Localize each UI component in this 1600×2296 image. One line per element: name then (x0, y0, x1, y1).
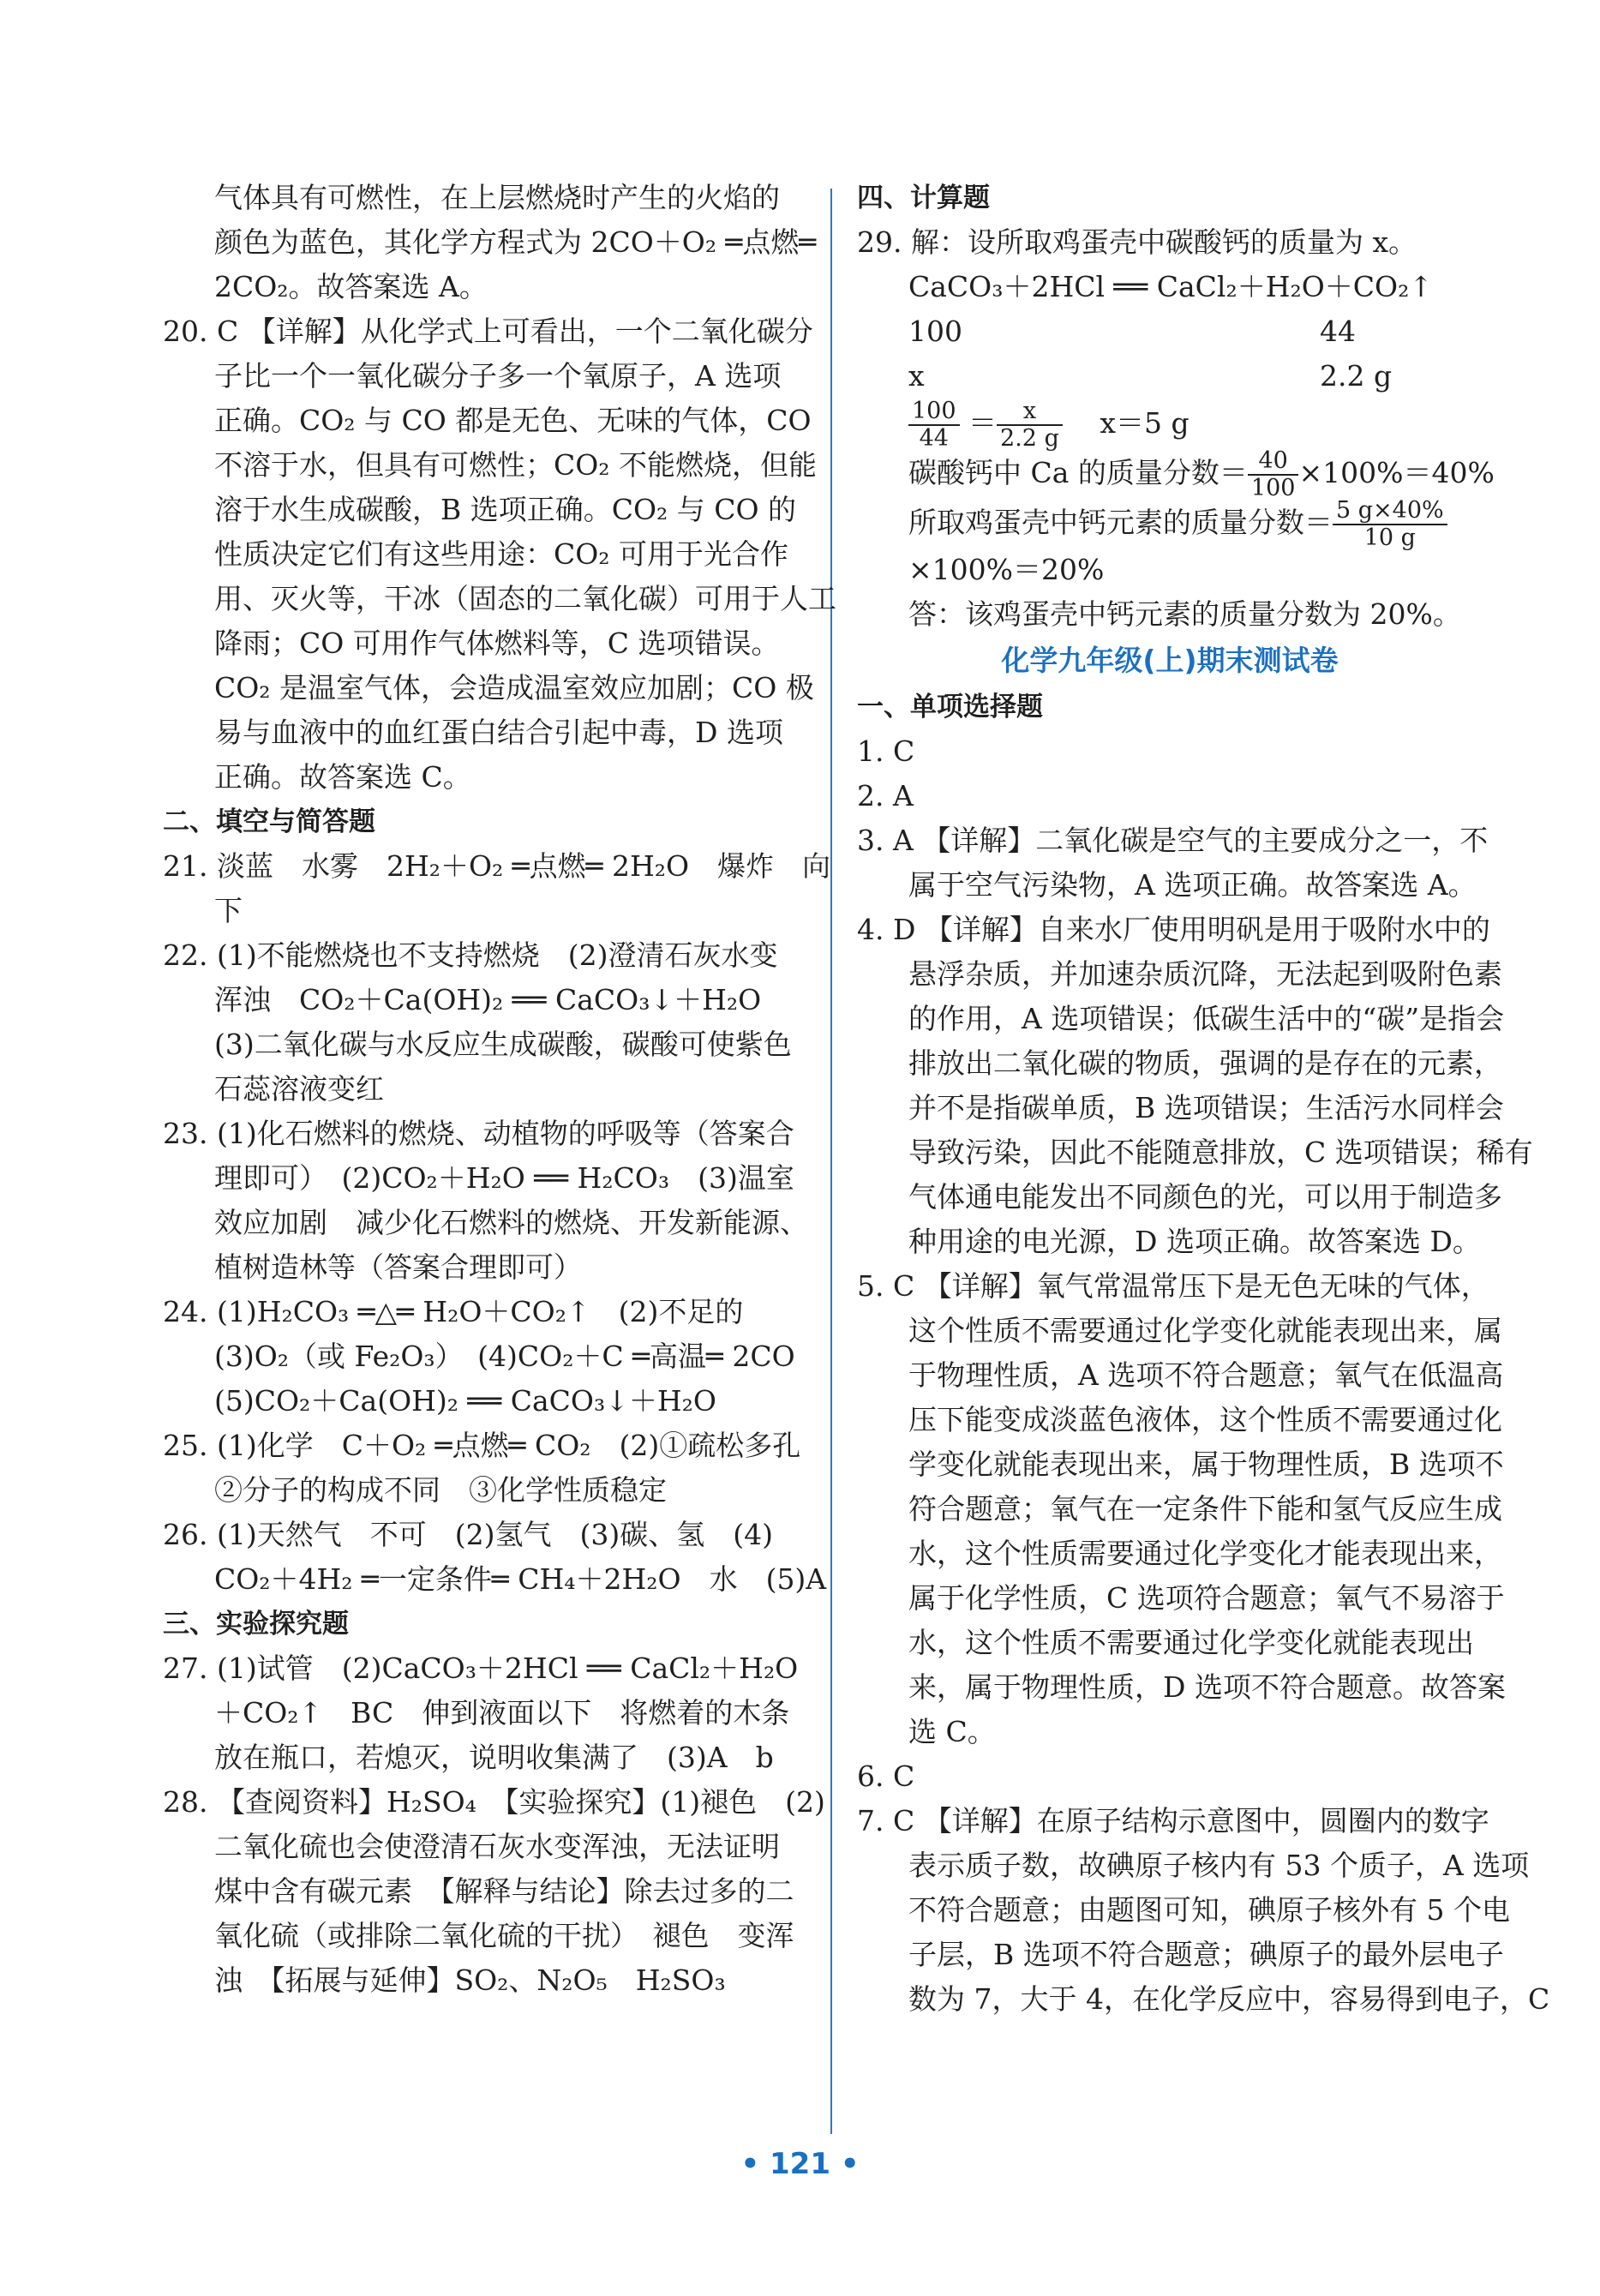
text-line: 来，属于物理性质，D 选项不符合题意。故答案 (908, 1670, 1506, 1704)
text-line: 不溶于水，但具有可燃性；CO₂ 不能燃烧，但能 (214, 448, 818, 482)
text-line: 数为 7，大于 4，在化学反应中，容易得到电子，C (908, 1982, 1550, 2016)
right-column (857, 176, 1550, 2022)
section-heading-experiment: 三、实验探究题 (163, 1609, 349, 1640)
text-line: 气体通电能发出不同颜色的光，可以用于制造多 (908, 1180, 1502, 1214)
text-line: 悬浮杂质，并加速杂质沉降，无法起到吸附色素 (908, 957, 1502, 991)
text-line: 的作用，A 选项错误；低碳生活中的“碳”是指会 (908, 1002, 1505, 1035)
answer-24: 24. (1)H₂CO₃ ═△═ H₂O＋CO₂↑ (2)不足的 (163, 1295, 744, 1328)
ratio-value: x (908, 359, 925, 393)
text-line: 2CO₂。故答案选 A。 (214, 270, 488, 303)
numerator: x (997, 399, 1063, 426)
ratio-value: 100 (908, 315, 962, 348)
text-line: 正确。CO₂ 与 CO 都是无色、无味的气体，CO (214, 404, 812, 437)
numerator: 5 g×40% (1333, 498, 1447, 525)
text-line: 煤中含有碳元素 【解释与结论】除去过多的二 (214, 1874, 794, 1908)
text-line: 氧化硫（或排除二氧化硫的干扰） 褪色 变浑 (214, 1919, 794, 1952)
denominator: 10 g (1363, 525, 1416, 551)
text-line: 放在瓶口，若熄灭，说明收集满了 (3)A b (214, 1741, 774, 1774)
answer-20: 20. C 【详解】从化学式上可看出，一个二氧化碳分 (163, 315, 813, 348)
label: 所取鸡蛋壳中钙元素的质量分数＝ (908, 506, 1333, 539)
section-heading-calculation: 四、计算题 (857, 183, 990, 213)
text-line: 表示质子数，故碘原子核内有 53 个质子，A 选项 (908, 1849, 1530, 1882)
answer-22: 22. (1)不能燃烧也不支持燃烧 (2)澄清石灰水变 (163, 938, 778, 972)
text-line: 植树造林等（答案合理即可） (214, 1250, 582, 1284)
text-line: 导致污染，因此不能随意排放，C 选项错误；稀有 (908, 1136, 1533, 1169)
answer-25: 25. (1)化学 C＋O₂ ═点燃═ CO₂ (2)①疏松多孔 (163, 1429, 801, 1462)
fraction (1248, 448, 1299, 501)
eggshell-ca-fraction (857, 497, 1483, 551)
text-line: 属于化学性质，C 选项符合题意；氧气不易溶于 (908, 1581, 1505, 1615)
text-line: 浊 【拓展与延伸】SO₂、N₂O₅ H₂SO₃ (214, 1963, 726, 1997)
text-line: 下 (214, 894, 243, 927)
ca-mass-fraction (857, 447, 1495, 501)
text-line: 理即可） (2)CO₂＋H₂O ══ H₂CO₃ (3)温室 (214, 1161, 794, 1195)
text-line: 不符合题意；由题图可知，碘原子核外有 5 个电 (908, 1893, 1510, 1927)
ratio-row (857, 309, 1483, 354)
text-line: ×100%＝20% (908, 553, 1105, 586)
page-number: • 121 • (740, 2147, 860, 2181)
text-line: 易与血液中的血红蛋白结合引起中毒，D 选项 (214, 716, 783, 749)
text-line: 于物理性质，A 选项不符合题意；氧气在低温高 (908, 1358, 1504, 1392)
text-line: 排放出二氧化碳的物质，强调的是存在的元素， (908, 1046, 1502, 1080)
text-line: 气体具有可燃性，在上层燃烧时产生的火焰的 (214, 181, 780, 214)
denominator: 100 (1250, 475, 1296, 501)
column-divider (830, 189, 832, 2134)
section-heading-single-choice: 一、单项选择题 (857, 692, 1043, 722)
text-line: 性质决定它们有这些用途：CO₂ 可用于光合作 (214, 537, 789, 571)
answer-4: 4. D 【详解】自来水厂使用明矾是用于吸附水中的 (857, 913, 1490, 946)
text-line: 二氧化硫也会使澄清石灰水变浑浊，无法证明 (214, 1830, 780, 1863)
text-line: ②分子的构成不同 ③化学性质稳定 (214, 1473, 667, 1507)
text-line: 子比一个一氧化碳分子多一个氧原子，A 选项 (214, 359, 782, 393)
text-line: 学变化就能表现出来，属于物理性质，B 选项不 (908, 1448, 1504, 1481)
text-line: 压下能变成淡蓝色液体，这个性质不需要通过化 (908, 1403, 1502, 1436)
label: 碳酸钙中 Ca 的质量分数＝ (908, 456, 1248, 489)
answer-1: 1. C (857, 734, 915, 768)
chemical-equation: CaCO₃＋2HCl ══ CaCl₂＋H₂O＋CO₂↑ (908, 270, 1433, 303)
text-line: 这个性质不需要通过化学变化就能表现出来，属 (908, 1314, 1502, 1347)
proportion-equation: $\frac{100}{44}$ ＝ $\frac{x}{2.2 g}$ x＝5 g (857, 399, 1483, 448)
text-line: 水，这个性质不需要通过化学变化就能表现出 (908, 1626, 1474, 1659)
answer-23: 23. (1)化石燃料的燃烧、动植物的呼吸等（答案合 (163, 1117, 794, 1150)
denominator: 2.2 g (1000, 425, 1059, 452)
fraction (1333, 498, 1447, 551)
exam-title: 化学九年级(上)期末测试卷 (1001, 644, 1339, 677)
text-line: 正确。故答案选 C。 (214, 760, 471, 794)
text-line: 浑浊 CO₂＋Ca(OH)₂ ══ CaCO₃↓＋H₂O (214, 983, 762, 1016)
fraction (997, 399, 1063, 452)
text-line: CO₂ 是温室气体，会造成温室效应加剧；CO 极 (214, 671, 814, 704)
text-line: 子层，B 选项不符合题意；碘原子的最外层电子 (908, 1938, 1504, 1971)
text-line: 符合题意；氧气在一定条件下能和氢气反应生成 (908, 1492, 1502, 1526)
ratio-value: 2.2 g (1320, 359, 1393, 393)
text-line: CO₂＋4H₂ ═一定条件═ CH₄＋2H₂O 水 (5)A (214, 1562, 827, 1596)
answer-21: 21. 淡蓝 水雾 2H₂＋O₂ ═点燃═ 2H₂O 爆炸 向 (163, 849, 831, 883)
text-line: 颜色为蓝色，其化学方程式为 2CO＋O₂ ═点燃═ (214, 225, 817, 259)
denominator: 44 (919, 425, 949, 452)
left-column (163, 176, 836, 2003)
text-line: 效应加剧 减少化石燃料的燃烧、开发新能源、 (214, 1206, 808, 1239)
text-line: 种用途的电光源，D 选项正确。故答案选 D。 (908, 1225, 1481, 1258)
answer-5: 5. C 【详解】氧气常温常压下是无色无味的气体， (857, 1269, 1489, 1303)
section-heading-fill-in: 二、填空与简答题 (163, 806, 375, 837)
ratio-value: 44 (1320, 315, 1356, 348)
text-line: 选 C。 (908, 1715, 996, 1748)
text-line: 降雨；CO 可用作气体燃料等，C 选项错误。 (214, 626, 780, 660)
answer-7: 7. C 【详解】在原子结构示意图中，圆圈内的数字 (857, 1804, 1489, 1837)
text-line: 水，这个性质需要通过化学变化才能表现出来， (908, 1537, 1502, 1570)
answer-28: 28. 【查阅资料】H₂SO₄ 【实验探究】(1)褪色 (2) (163, 1785, 825, 1819)
fraction (908, 399, 960, 452)
answer-27: 27. (1)试管 (2)CaCO₃＋2HCl ══ CaCl₂＋H₂O (163, 1652, 799, 1685)
text-line: 属于空气污染物，A 选项正确。故答案选 A。 (908, 868, 1477, 902)
text-line: 石蕊溶液变红 (214, 1072, 384, 1106)
answer-26: 26. (1)天然气 不可 (2)氢气 (3)碳、氢 (4) (163, 1518, 773, 1551)
answer-6: 6. C (857, 1759, 915, 1793)
numerator: 100 (908, 399, 960, 426)
result: ×100%＝40% (1298, 456, 1495, 489)
text-line: (3)二氧化碳与水反应生成碳酸，碳酸可使紫色 (214, 1028, 792, 1061)
result: x＝5 g (1100, 406, 1190, 440)
text-line: 溶于水生成碳酸，B 选项正确。CO₂ 与 CO 的 (214, 493, 797, 526)
text-line: (3)O₂（或 Fe₂O₃） (4)CO₂＋C ═高温═ 2CO (214, 1340, 795, 1373)
final-answer: 答：该鸡蛋壳中钙元素的质量分数为 20%。 (908, 597, 1461, 631)
text-line: 用、灭火等，干冰（固态的二氧化碳）可用于人工 (214, 582, 836, 615)
text-line: 并不是指碳单质，B 选项错误；生活污水同样会 (908, 1091, 1504, 1124)
numerator: 40 (1248, 448, 1299, 476)
text-line: (5)CO₂＋Ca(OH)₂ ══ CaCO₃↓＋H₂O (214, 1384, 716, 1418)
text-line: ＋CO₂↑ BC 伸到液面以下 将燃着的木条 (214, 1696, 790, 1729)
answer-3: 3. A 【详解】二氧化碳是空气的主要成分之一，不 (857, 824, 1489, 857)
ratio-row (857, 354, 1483, 399)
answer-2: 2. A (857, 779, 914, 812)
answer-29: 29. 解：设所取鸡蛋壳中碳酸钙的质量为 x。 (857, 225, 1417, 259)
